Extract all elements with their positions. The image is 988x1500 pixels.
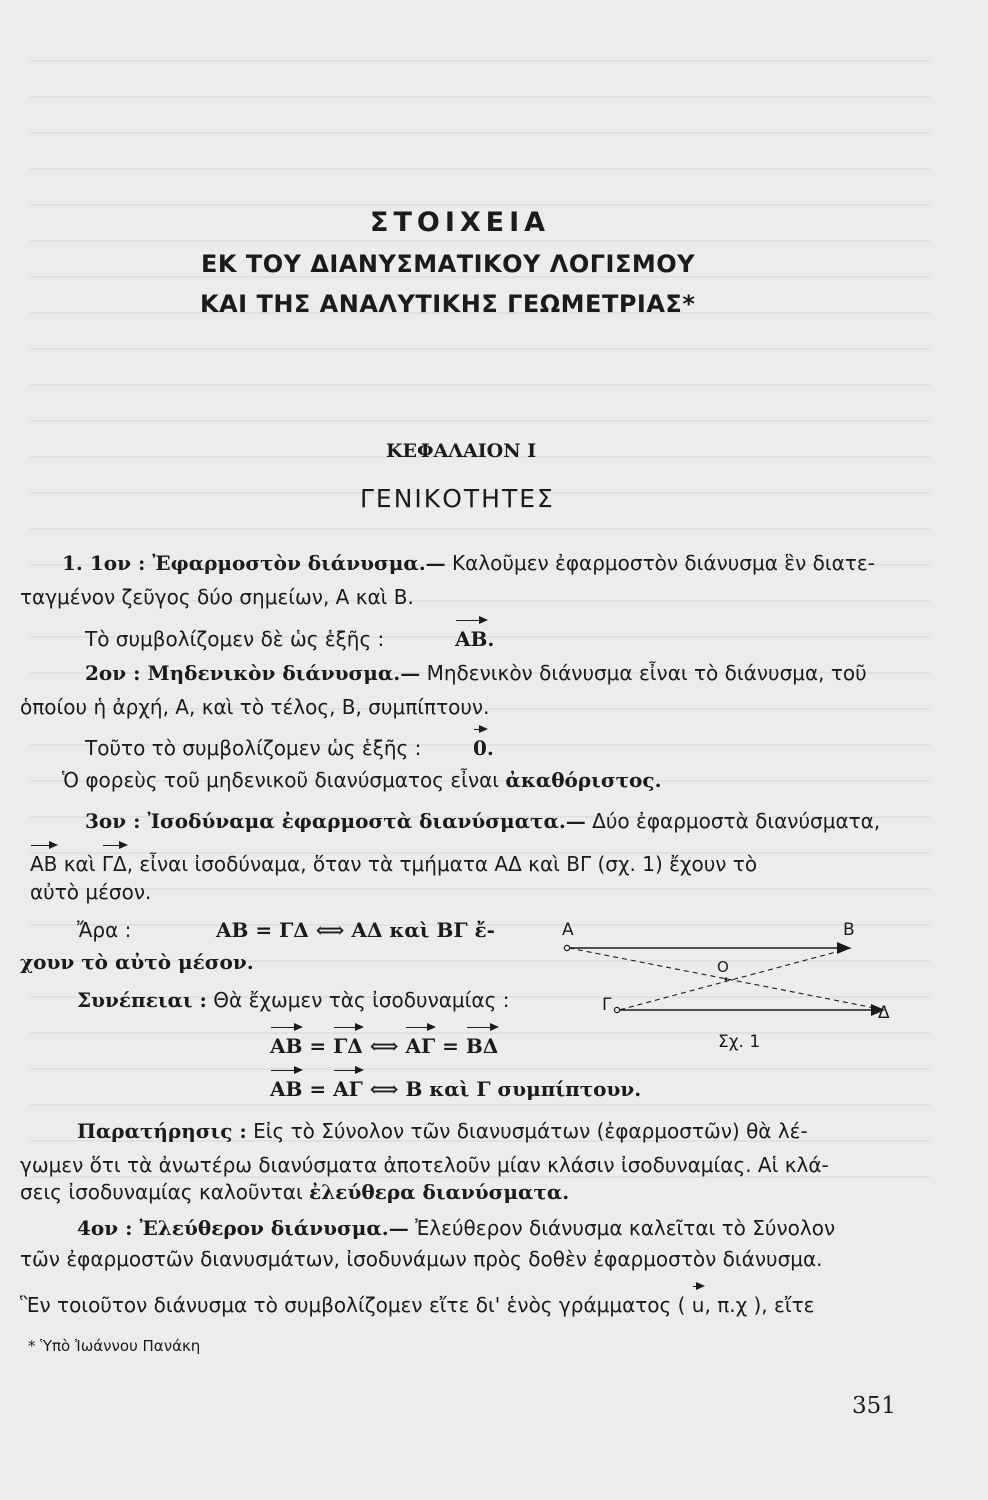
- s1-line-2: ταγμένον ζεῦγος δύο σημείων, Α καὶ Β.: [20, 585, 414, 609]
- eq1-ag: ΑΓ: [405, 1034, 436, 1058]
- s3-line-2-text: , εἶναι ἰσοδύναμα, ὅταν τὰ τμήματα ΑΔ καὶ ΒΓ (σχ. 1) ἔχουν τὸ: [126, 852, 758, 876]
- s4-line-1: [77, 1216, 835, 1240]
- s3-heading: 3ον : Ἰσοδύναμα ἐφαρμοστὰ διανύσματα.—: [85, 809, 586, 833]
- remark-line-1: [77, 1119, 808, 1143]
- s1-text: Καλοῦμεν ἐφαρμοστὸν διάνυσμα ἓν διατε-: [445, 551, 875, 575]
- vector-zero: 0: [473, 736, 487, 760]
- remark-text-3: σεις ἰσοδυναμίας καλοῦνται: [20, 1180, 310, 1204]
- s3-line-2: [30, 852, 757, 876]
- eq1-bd: ΒΔ: [465, 1034, 499, 1058]
- ara-equivalence: ΑΒ = ΓΔ ⟺ ΑΔ καὶ ΒΓ ἔ-: [216, 918, 495, 942]
- eq2-text: Β καὶ Γ συμπίπτουν.: [405, 1077, 642, 1101]
- s2-heading: 2ον : Μηδενικὸν διάνυσμα.—: [85, 661, 421, 685]
- title-line-2: ΕΚ ΤΟΥ ΔΙΑΝΥΣΜΑΤΙΚΟΥ ΛΟΓΙΣΜΟΥ: [201, 250, 696, 278]
- s4-text-3a: Ἓν τοιοῦτον διάνυσμα τὸ συμβολίζομεν εἴτε δι' ἑνὸς γράμματος (: [20, 1293, 686, 1317]
- label-b: Β: [843, 920, 855, 940]
- s1-period: .: [487, 627, 495, 651]
- vector-ab: ΑΒ: [455, 627, 488, 651]
- s2-symbol: 0.: [473, 736, 494, 760]
- s1-line-3-text: Τὸ συμβολίζομεν δὲ ὡς ἑξῆς :: [85, 627, 385, 651]
- s3-line-3: αὐτὸ μέσον.: [30, 880, 152, 904]
- eq1-ab: ΑΒ: [270, 1034, 303, 1058]
- equivalence-1: ΑΒ = ΓΔ ⟺ ΑΓ = ΒΔ: [270, 1034, 499, 1058]
- s4-text: Ἐλεύθερον διάνυσμα καλεῖται τὸ Σύνολον: [408, 1216, 836, 1240]
- chapter-label: ΚΕΦΑΛΑΙΟΝ Ι: [386, 440, 537, 462]
- synepeiai-heading: Συνέπειαι :: [77, 988, 207, 1012]
- label-o: Ο: [717, 958, 729, 976]
- s3-kai: καὶ: [57, 852, 102, 876]
- s4-line-2: τῶν ἐφαρμοστῶν διανυσμάτων, ἰσοδυνάμων πρὸς δοθὲν ἐφαρμοστὸν διάνυσμα.: [20, 1247, 823, 1271]
- label-g: Γ: [602, 995, 612, 1015]
- remark-line-2: γωμεν ὅτι τὰ ἀνωτέρω διανύσματα ἀποτελοῦν μίαν κλάσιν ἰσοδυναμίας. Αἱ κλά-: [20, 1153, 829, 1177]
- point-a: [564, 945, 569, 950]
- chapter-heading: ΓΕΝΙΚΟΤΗΤΕΣ: [360, 484, 555, 513]
- s3-line-1: [85, 809, 880, 833]
- remark-text-1: Εἰς τὸ Σύνολον τῶν διανυσμάτων (ἐφαρμοστῶν) θὰ λέ-: [246, 1119, 808, 1143]
- segment-bg: [619, 948, 851, 1010]
- label-d: Δ: [878, 1003, 890, 1023]
- label-a: Α: [562, 920, 574, 940]
- s1-heading: 1. 1ον : Ἐφαρμοστὸν διάνυσμα.—: [62, 551, 446, 575]
- ara-label: Ἄρα :: [77, 918, 132, 942]
- s4-text-3b: , π.χ ), εἴτε: [704, 1293, 815, 1317]
- remark-bold: ἐλεύθερα διανύσματα.: [309, 1180, 570, 1204]
- s2-line-1: [85, 661, 867, 685]
- vector-gd: ΓΔ: [101, 852, 127, 876]
- s2-text: Μηδενικὸν διάνυσμα εἶναι τὸ διάνυσμα, τοῦ: [420, 661, 867, 685]
- eq2-ag: ΑΓ: [333, 1077, 363, 1101]
- equivalence-2: ΑΒ = ΑΓ ⟺ Β καὶ Γ συμπίπτουν.: [270, 1077, 642, 1101]
- synepeiai-line: [77, 988, 509, 1012]
- s2-line-3: Τοῦτο τὸ συμβολίζομεν ὡς ἑξῆς :: [85, 736, 422, 760]
- remark-line-3: [20, 1180, 569, 1204]
- s3-text: Δύο ἐφαρμοστὰ διανύσματα,: [585, 809, 881, 833]
- title-line-1: ΣΤΟΙΧΕΙΑ: [370, 207, 551, 238]
- s2-line-2: ὁποίου ἡ ἀρχή, Α, καὶ τὸ τέλος, Β, συμπίπτουν.: [20, 695, 490, 719]
- s2-line-4-text: Ὁ φορεὺς τοῦ μηδενικοῦ διανύσματος εἶναι: [62, 768, 506, 792]
- synepeiai-text: Θὰ ἔχωμεν τὰς ἰσοδυναμίας :: [206, 988, 510, 1012]
- remark-heading: Παρατήρησις :: [77, 1119, 247, 1143]
- point-g: [614, 1007, 619, 1012]
- vector-ab-2: ΑΒ: [30, 852, 58, 876]
- page-number: 351: [852, 1393, 896, 1419]
- midpoint-o: [724, 977, 727, 980]
- s2-line-4-bold: ἀκαθόριστος.: [505, 768, 662, 792]
- s1-line-3: [85, 627, 384, 651]
- title-line-3: ΚΑΙ ΤΗΣ ΑΝΑΛΥΤΙΚΗΣ ΓΕΩΜΕΤΡΙΑΣ*: [200, 290, 696, 318]
- s1-line-1: [62, 551, 875, 575]
- footnote: * Ὑπὸ Ἰωάννου Πανάκη: [28, 1337, 201, 1355]
- figure-caption: Σχ. 1: [718, 1032, 761, 1052]
- vector-u: u: [691, 1293, 705, 1317]
- s1-symbol: [455, 627, 494, 651]
- ara-line-2: χουν τὸ αὐτὸ μέσον.: [20, 950, 254, 974]
- eq2-ab: ΑΒ: [270, 1077, 303, 1101]
- s2-line-4: [62, 768, 662, 792]
- s4-heading: 4ον : Ἐλεύθερον διάνυσμα.—: [77, 1216, 409, 1240]
- s4-line-3: [20, 1293, 814, 1317]
- eq1-gd: ΓΔ: [333, 1034, 363, 1058]
